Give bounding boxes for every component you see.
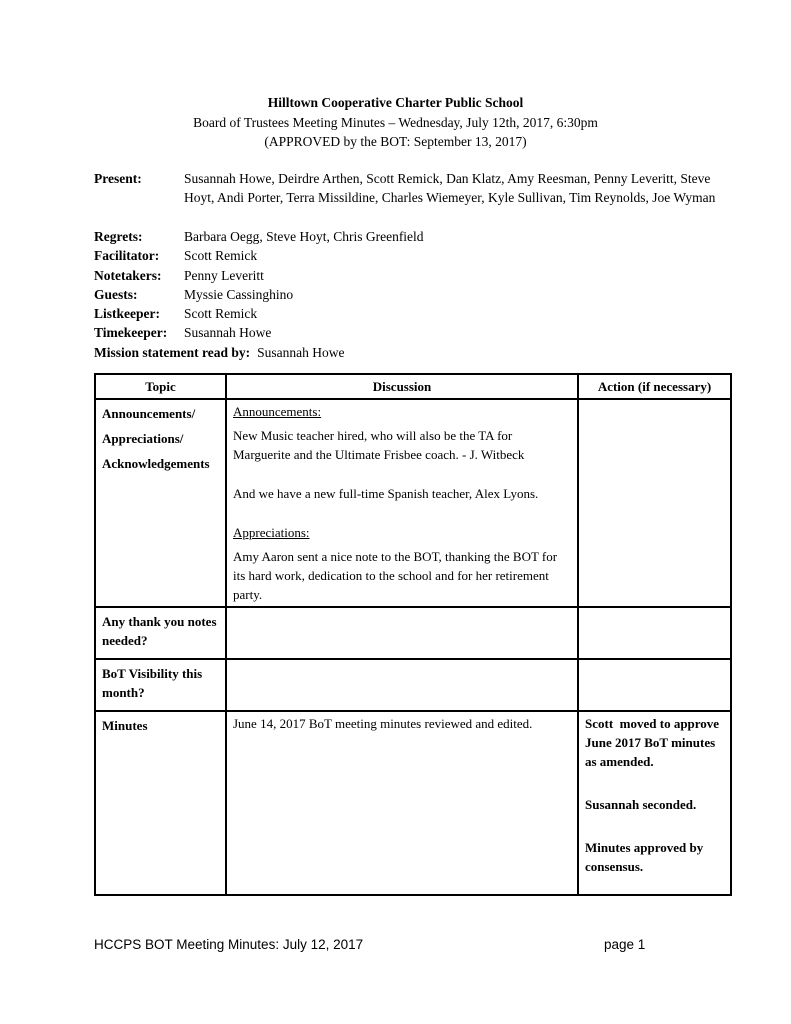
- info-row-regrets: [94, 227, 730, 246]
- discussion-cell: [226, 711, 578, 895]
- discussion-paragraph: Amy Aaron sent a nice note to the BOT, thanking the BOT for its hard work, dedication to the school and for her retirement party.: [233, 549, 561, 602]
- table-header-discussion: Discussion: [226, 374, 578, 399]
- doc-header: [0, 93, 791, 152]
- footer-doc-title: HCCPS BOT Meeting Minutes: July 12, 2017: [94, 937, 364, 952]
- doc-footer: [0, 936, 791, 956]
- meeting-title: Board of Trustees Meeting Minutes – Wednesday, July 12th, 2017, 6:30pm: [193, 114, 598, 130]
- mission-statement-line: [94, 343, 730, 362]
- topic-cell: [95, 607, 226, 659]
- table-header-action: Action (if necessary): [578, 374, 731, 399]
- table-header-topic: Topic: [95, 374, 226, 399]
- topic-cell: [95, 659, 226, 711]
- topic-line: BoT Visibility this month?: [102, 666, 203, 700]
- topic-line: Minutes: [102, 718, 148, 733]
- minutes-table: [94, 373, 732, 896]
- discussion-paragraph: June 14, 2017 BoT meeting minutes reviewed and edited.: [233, 716, 533, 731]
- meeting-info: [94, 169, 730, 362]
- info-label: Listkeeper:: [94, 306, 160, 322]
- info-row-listkeeper: [94, 304, 730, 323]
- info-row-present: [94, 169, 730, 227]
- discussion-paragraph: New Music teacher hired, who will also be the TA for Marguerite and the Ultimate Frisbee coach. - J. Witbeck: [233, 428, 525, 462]
- action-cell: [578, 399, 731, 607]
- topic-line: Acknowledgements: [102, 456, 210, 471]
- topic-line: Any thank you notes needed?: [102, 614, 217, 648]
- section-heading: Announcements:: [233, 404, 322, 419]
- action-paragraph: Susannah seconded.: [585, 797, 697, 812]
- info-value: Penny Leveritt: [184, 267, 264, 283]
- action-paragraph: Minutes approved by consensus.: [585, 840, 707, 874]
- info-label: Regrets:: [94, 229, 143, 244]
- section-heading: Appreciations:: [233, 525, 310, 540]
- topic-cell: [95, 711, 226, 895]
- info-value: Barbara Oegg, Steve Hoyt, Chris Greenfield: [184, 229, 424, 244]
- info-value: Susannah Howe: [184, 325, 272, 341]
- discussion-cell: [226, 659, 578, 711]
- row-announcements: [95, 399, 731, 607]
- info-value: Scott Remick: [184, 248, 258, 264]
- info-row-notetakers: [94, 266, 730, 285]
- topic-cell: [95, 399, 226, 607]
- action-paragraph: Scott moved to approve June 2017 BoT minutes as amended.: [585, 716, 723, 769]
- action-cell: [578, 659, 731, 711]
- approved-note: (APPROVED by the BOT: September 13, 2017): [264, 134, 527, 149]
- school-name: Hilltown Cooperative Charter Public School: [267, 95, 524, 110]
- info-row-guests: [94, 285, 730, 304]
- info-label: Present:: [94, 171, 142, 186]
- discussion-cell: [226, 607, 578, 659]
- topic-line: Appreciations/: [102, 431, 184, 446]
- topic-line: Announcements/: [102, 406, 196, 421]
- info-value: Myssie Cassinghino: [184, 286, 294, 302]
- info-label: Facilitator:: [94, 248, 160, 264]
- info-value: Susannah Howe, Deirdre Arthen, Scott Remick, Dan Klatz, Amy Reesman, Penny Leveritt, Steve Hoyt, Andi Porter, Terra Missildine, Charles Wiemeyer, Kyle Sullivan, Tim Reynolds, Joe Wyman: [184, 171, 716, 206]
- info-row-facilitator: [94, 246, 730, 265]
- row-bot-visibility: [95, 659, 731, 711]
- info-label: Notetakers:: [94, 267, 162, 283]
- info-label: Guests:: [94, 286, 138, 302]
- row-thank-you-notes: [95, 607, 731, 659]
- row-minutes: [95, 711, 731, 895]
- action-cell: [578, 607, 731, 659]
- info-value: Scott Remick: [184, 306, 258, 322]
- info-label: Timekeeper:: [94, 325, 168, 341]
- discussion-cell: [226, 399, 578, 607]
- info-row-timekeeper: [94, 323, 730, 342]
- mission-value: Susannah Howe: [257, 344, 345, 360]
- table-header-row: [95, 374, 731, 399]
- discussion-paragraph: And we have a new full-time Spanish teacher, Alex Lyons.: [233, 486, 539, 501]
- footer-page-number: page 1: [604, 937, 646, 952]
- mission-label: Mission statement read by:: [94, 344, 251, 360]
- action-cell: [578, 711, 731, 895]
